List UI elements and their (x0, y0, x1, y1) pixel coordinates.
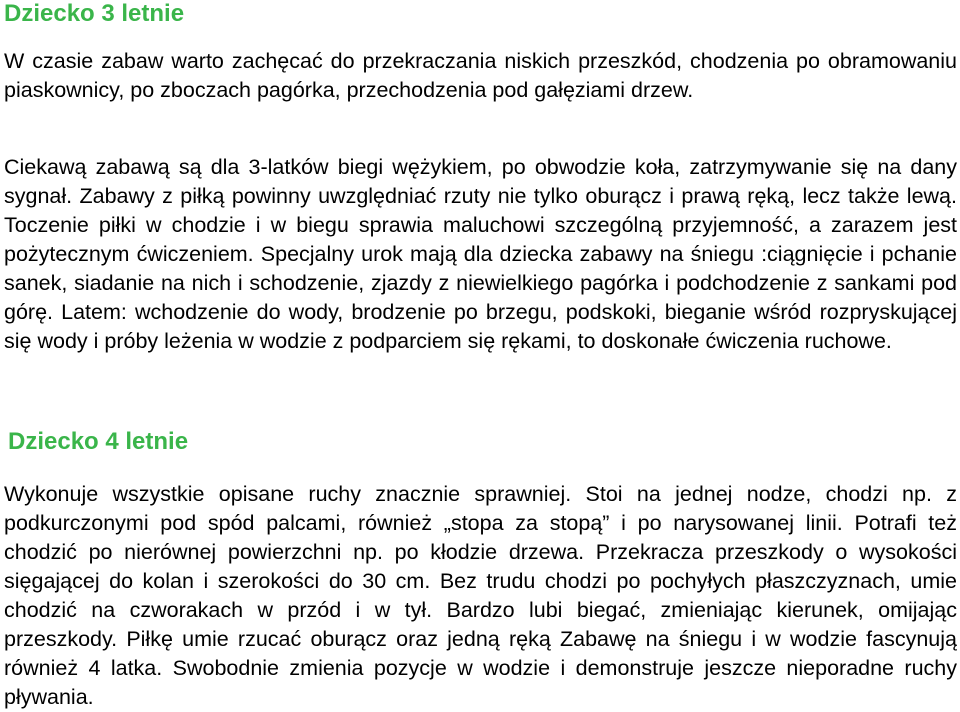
section-4-heading: Dziecko 4 letnie (8, 428, 189, 455)
section-3-paragraph-1: W czasie zabaw warto zachęcać do przekraczania niskich przeszkód, chodzenia po obramowaniu piaskownicy, po zboczach pagórka, przechodzenia pod gałęziami drzew. (4, 49, 957, 102)
section-3-heading: Dziecko 3 letnie (4, 0, 185, 27)
section-4-paragraph-1: Wykonuje wszystkie opisane ruchy znacznie sprawniej. Stoi na jednej nodze, chodzi np. z podkurczonymi pod spód palcami, również „stopa za stopą” i po narysowanej linii. Potrafi też chodzić po nierównej powierzchni np. po kłodzie drzewa. Przekracza przeszkody o wysokości sięgającej do kolan i szerokości do 30 cm. Bez trudu chodzi po pochyłych płaszczyznach, umie chodzić na czworakach w przód i w tył. Bardzo lubi biegać, zmieniając kierunek, omijając przeszkody. Piłkę umie rzucać oburącz oraz jedną ręką Zabawę na śniegu i w wodzie fascynują również 4 latka. Swobodnie zmienia pozycje w wodzie i demonstruje jeszcze nieporadne ruchy pływania. (4, 482, 957, 709)
section-3-paragraph-2: Ciekawą zabawą są dla 3-latków biegi wężykiem, po obwodzie koła, zatrzymywanie się na dany sygnał. Zabawy z piłką powinny uwzględniać rzuty nie tylko oburącz i prawą ręką, lecz także lewą. Toczenie piłki w chodzie i w biegu sprawia maluchowi szczególną przyjemność, a zarazem jest pożytecznym ćwiczeniem. Specjalny urok mają dla dziecka zabawy na śniegu :ciągnięcie i pchanie sanek, siadanie na nich i schodzenie, zjazdy z niewielkiego pagórka i podchodzenie z sankami pod górę. Latem: wchodzenie do wody, brodzenie po brzegu, podskoki, bieganie wśród rozpryskującej się wody i próby leżenia w wodzie z podparciem się rękami, to doskonałe ćwiczenia ruchowe. (4, 155, 957, 353)
